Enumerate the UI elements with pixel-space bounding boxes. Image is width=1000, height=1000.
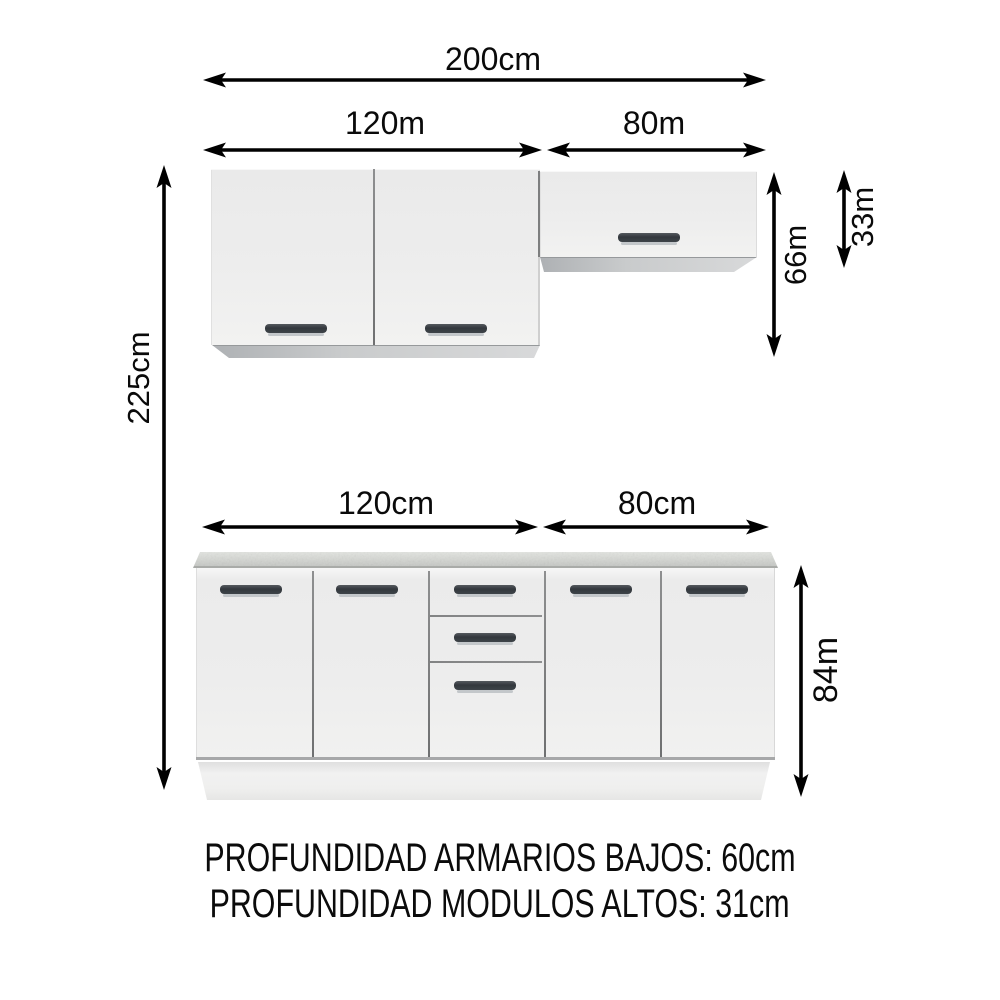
drawer-3-handle: [454, 681, 516, 690]
footer-depth-wall-text: PROFUNDIDAD MODULOS ALTOS: 31cm: [210, 882, 790, 926]
footer-depth-base-text: PROFUNDIDAD ARMARIOS BAJOS: 60cm: [204, 836, 796, 880]
base-divider-4: [660, 571, 662, 757]
wall-cabinet-short: [540, 171, 757, 257]
dim-label-wall-short-height: 33m: [845, 186, 880, 248]
dim-label-base-height: 84m: [807, 636, 845, 704]
base-door-1-handle: [220, 585, 282, 594]
wall-cabinet-tall: [211, 169, 540, 345]
wall-cabinet-junction-edge: [538, 171, 540, 257]
base-divider-2: [428, 571, 430, 757]
dim-label-total-height: 225cm: [121, 331, 156, 425]
footer-depth-base: [0, 836, 1000, 880]
base-cabinet-plinth: [198, 762, 770, 800]
base-divider-1: [312, 571, 314, 757]
dim-arrow-total-height: [155, 165, 173, 790]
dim-label-total-width: 200cm: [444, 41, 542, 77]
dim-label-base-left-width: 120cm: [337, 485, 435, 521]
wall-cabinet-side-edge: [538, 257, 540, 345]
wall-cabinet-short-underside: [540, 257, 757, 272]
wall-cabinet-tall-underside: [212, 345, 540, 358]
wall-cabinet-door-divider: [373, 169, 375, 345]
wall-cabinet-short-handle: [618, 233, 680, 242]
dim-arrow-wall-left-width: [203, 141, 542, 159]
base-door-4-handle: [686, 585, 748, 594]
dim-label-wall-tall-height: 66m: [778, 224, 813, 286]
footer-depth-wall: [0, 882, 1000, 926]
dim-arrow-total-width: [203, 71, 766, 89]
base-cabinet: [196, 568, 775, 760]
dim-label-wall-left-width: 120m: [344, 105, 426, 141]
base-door-3-handle: [570, 585, 632, 594]
wall-door-left-handle: [265, 324, 327, 333]
base-divider-3: [544, 571, 546, 757]
base-door-2-handle: [336, 585, 398, 594]
dim-arrow-base-left-width: [202, 518, 538, 536]
countertop-texture: [193, 552, 778, 566]
dim-label-wall-right-width: 80m: [622, 105, 686, 141]
dim-arrow-wall-right-width: [547, 141, 766, 159]
drawer-divider-2: [430, 661, 542, 663]
wall-door-right-handle: [425, 324, 487, 333]
drawer-1-handle: [454, 585, 516, 594]
countertop: [193, 552, 778, 568]
drawer-divider-1: [430, 615, 542, 617]
drawer-2-handle: [454, 633, 516, 642]
dim-arrow-base-right-width: [543, 518, 769, 536]
dim-label-base-right-width: 80cm: [617, 485, 697, 521]
